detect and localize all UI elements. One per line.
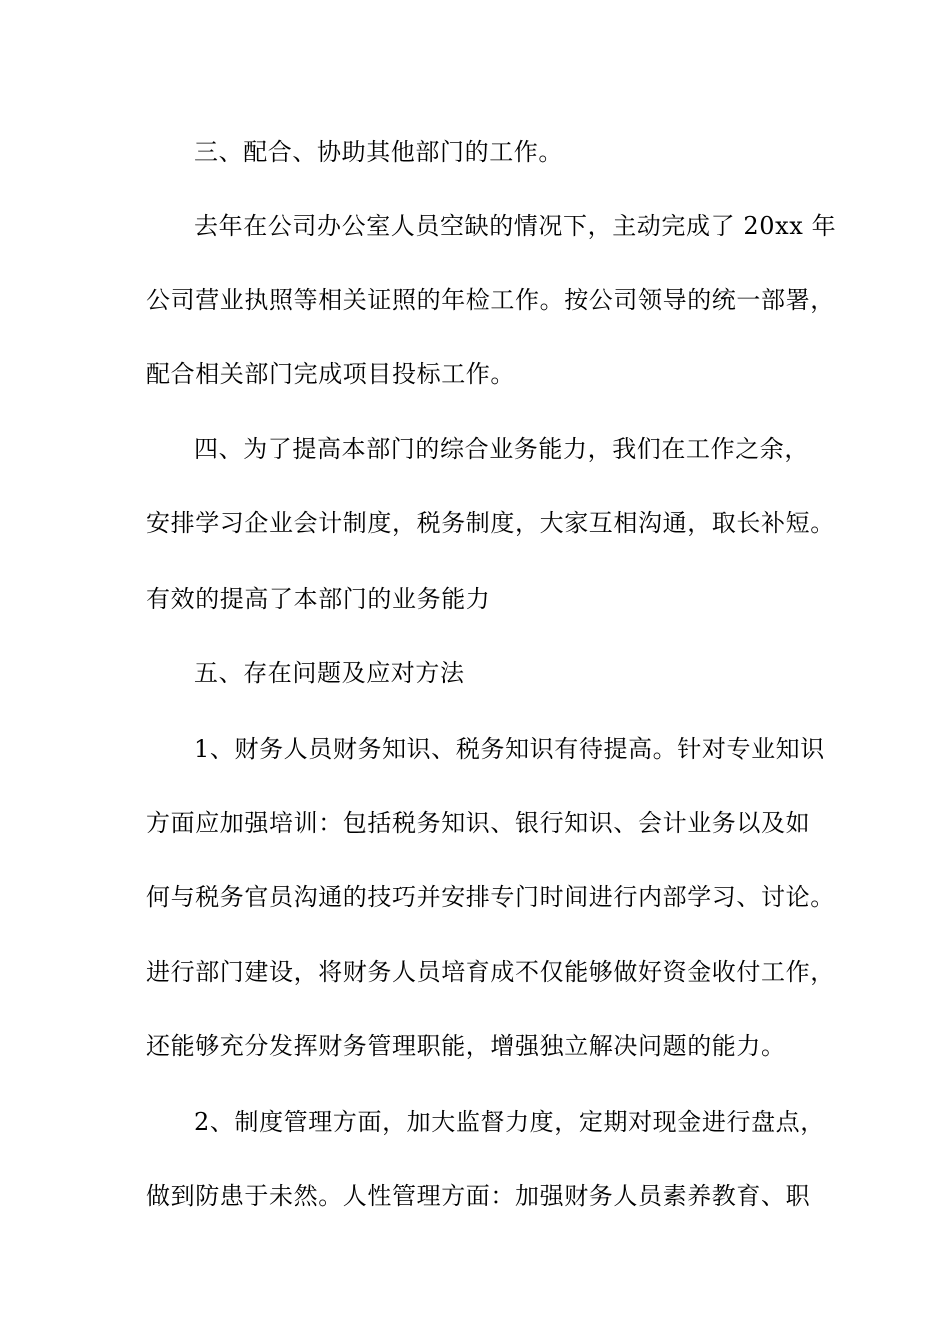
section-heading-5: 五、存在问题及应对方法 [194, 659, 465, 687]
section-heading-3: 三、配合、协助其他部门的工作。 [194, 138, 563, 166]
paragraph-line: 配合相关部门完成项目投标工作。 [146, 360, 515, 388]
paragraph-line: 去年在公司办公室人员空缺的情况下，主动完成了 20xx 年 [194, 212, 837, 240]
section-heading-4: 四、为了提高本部门的综合业务能力，我们在工作之余， [194, 435, 809, 463]
paragraph-line: 还能够充分发挥财务管理职能，增强独立解决问题的能力。 [146, 1032, 786, 1060]
paragraph-line: 何与税务官员沟通的技巧并安排专门时间进行内部学习、讨论。 [146, 883, 835, 911]
paragraph-line: 方面应加强培训：包括税务知识、银行知识、会计业务以及如 [146, 809, 811, 837]
paragraph-line: 公司营业执照等相关证照的年检工作。按公司领导的统一部署， [146, 286, 835, 314]
paragraph-line: 有效的提高了本部门的业务能力 [146, 585, 491, 613]
paragraph-line: 安排学习企业会计制度，税务制度，大家互相沟通，取长补短。 [146, 509, 835, 537]
paragraph-line: 做到防患于未然。人性管理方面：加强财务人员素养教育、职 [146, 1182, 811, 1210]
paragraph-line: 进行部门建设，将财务人员培育成不仅能够做好资金收付工作， [146, 958, 835, 986]
list-item-1: 1、财务人员财务知识、税务知识有待提高。针对专业知识 [194, 735, 825, 763]
list-item-2: 2、制度管理方面，加大监督力度，定期对现金进行盘点， [194, 1108, 825, 1136]
